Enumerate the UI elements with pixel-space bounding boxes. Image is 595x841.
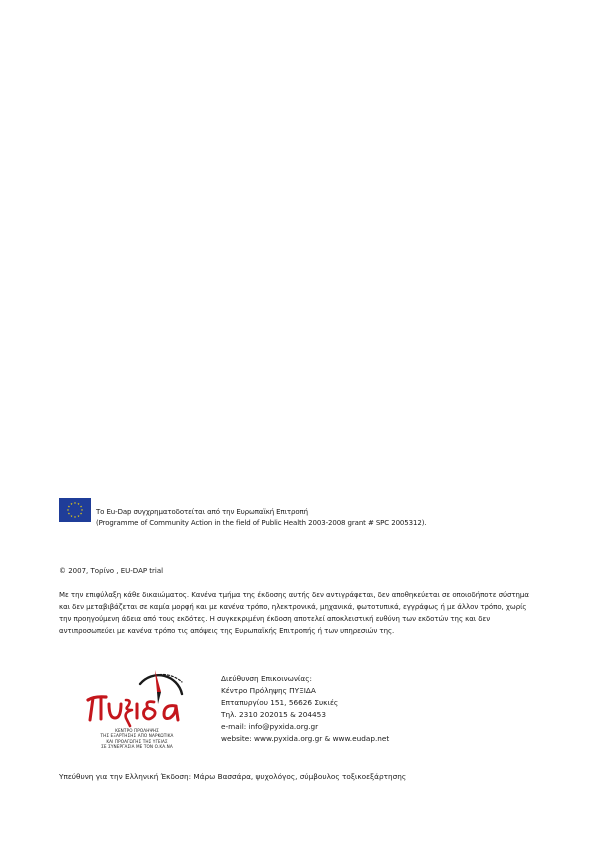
greek-edition-credit: Υπεύθυνη για την Ελληνική Έκδοση: Μάρω Βασσάρα, ψυχολόγος, σύμβουλος τοξικοεξάρτησης [59, 772, 407, 781]
contact-phone: Τηλ. 2310 202015 & 204453 [221, 710, 326, 719]
contact-website-link[interactable]: website: www.pyxida.org.gr & www.eudap.net [221, 734, 390, 743]
contact-email-link[interactable]: e-mail: info@pyxida.org.gr [221, 722, 319, 731]
logo-caption-line: ΤΗΣ ΕΞΑΡΤΗΣΗΣ ΑΠΟ ΝΑΡΚΩΤΙΚΑ [100, 733, 174, 739]
eu-flag-icon [59, 498, 91, 522]
logo-caption-line: ΚΕΝΤΡΟ ΠΡΟΛΗΨΗΣ [115, 728, 159, 733]
pyxida-logo-mark [82, 664, 192, 728]
logo-caption [82, 728, 192, 750]
contact-org: Κέντρο Πρόληψης ΠΥΞΙΔΑ [221, 686, 316, 695]
eu-funding-notice [96, 507, 556, 529]
pyxida-logo [82, 664, 192, 766]
logo-caption-line: ΣΕ ΣΥΝΕΡΓΑΣΙΑ ΜΕ ΤΟΝ Ο.ΚΑ.ΝΑ [101, 744, 173, 750]
logo-caption-line: ΚΑΙ ΠΡΟΑΓΩΓΗΣ ΤΗΣ ΥΓΕΙΑΣ [106, 738, 168, 744]
rights-reserved-text: Με την επιφύλαξη κάθε δικαιώματος. Κανένα τμήμα της έκδοσης αυτής δεν αντιγράφεται, δεν αποθηκεύεται σε οποιοδήποτε σύστημα και δεν μεταβιβάζεται σε καμία μορφή και με κανένα τρόπο, ηλεκτρονικά, μηχανικά, φωτοτυπικά, εγγράφως ή με άλλον τρόπο, χωρίς την προηγούμενη άδεια από τους εκδότες. Η συγκεκριμένη έκδοση αποτελεί αποκλειστική ευθύνη των εκδοτών της και δεν αντιπροσωπεύει με κανένα τρόπο τις απόψεις της Ευρωπαϊκής Επιτροπής ή των υπηρεσιών της. [59, 591, 529, 635]
eu-notice-line2: (Programme of Community Action in the field of Public Health 2003-2008 grant # SPC 2005312). [96, 519, 427, 527]
eu-flag-graphic [59, 498, 91, 522]
contact-heading: Διεύθυνση Επικοινωνίας: [221, 674, 312, 683]
eu-notice-line1: Το Eu-Dap συγχρηματοδοτείται από την Ευρωπαϊκή Επιτροπή [96, 508, 308, 516]
contact-address: Επταπυργίου 151, 56626 Συκιές [221, 698, 339, 707]
copyright-line: © 2007, Τορίνο , EU-DAP trial [59, 567, 164, 575]
contact-block [221, 673, 389, 745]
